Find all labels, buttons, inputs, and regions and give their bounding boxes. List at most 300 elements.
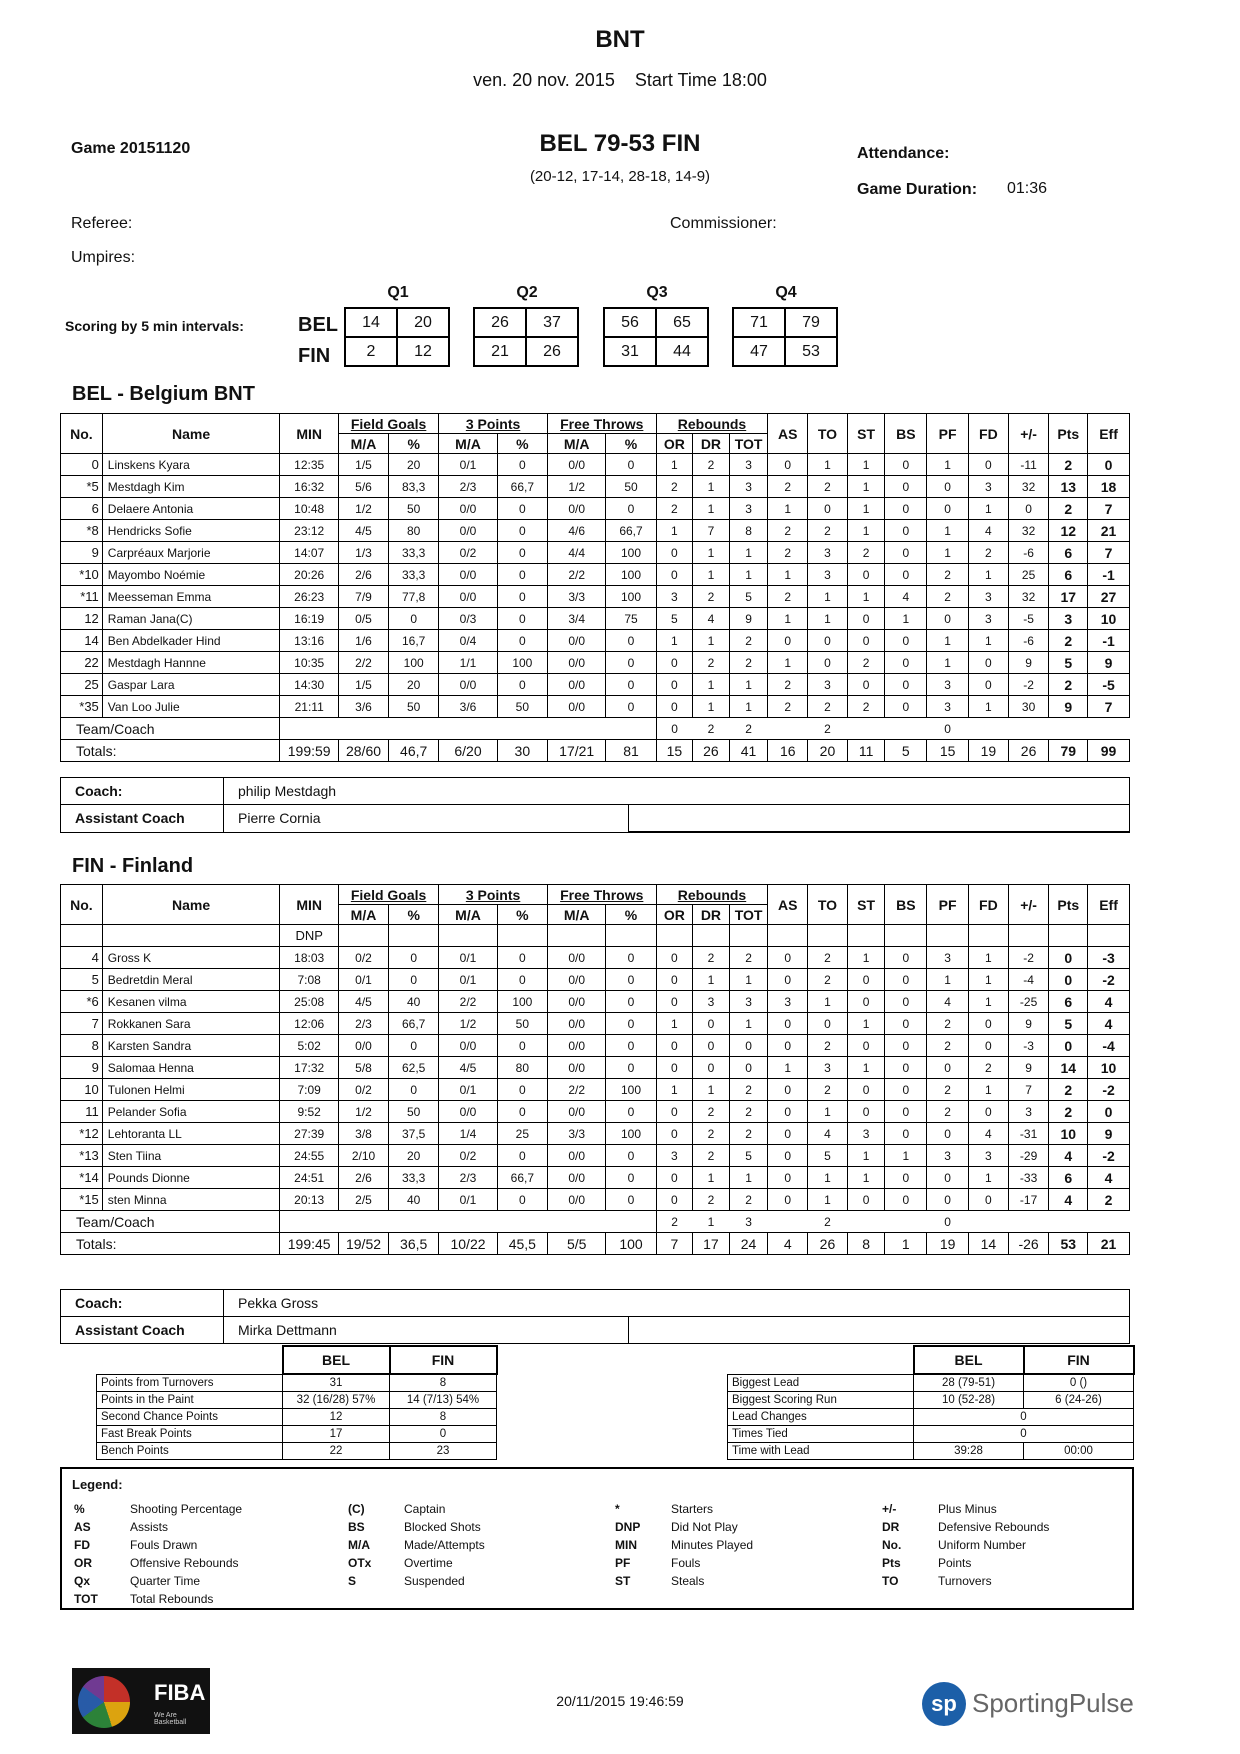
stat-cell: -5: [1088, 674, 1130, 696]
stat-cell: 2: [927, 1035, 969, 1057]
stat-cell: 0/0: [547, 1145, 606, 1167]
bel-coach-table: [60, 777, 1130, 833]
player-row: [61, 969, 1130, 991]
col-subheader: %: [606, 434, 656, 454]
stat-cell: 0: [606, 947, 656, 969]
player-name: Lehtoranta LL: [102, 1123, 280, 1145]
stat-cell: [885, 1211, 927, 1233]
team-stat-value: 31: [283, 1374, 390, 1392]
stat-cell: 0: [693, 1057, 730, 1079]
stat-cell: 1/1: [439, 652, 498, 674]
stat-cell: 0/0: [547, 630, 606, 652]
stat-cell: 0: [606, 1057, 656, 1079]
player-name: Meesseman Emma: [102, 586, 280, 608]
player-row: [61, 1057, 1130, 1079]
stat-cell: 27: [1088, 586, 1130, 608]
stat-cell: 0: [969, 652, 1009, 674]
stat-cell: 0/0: [547, 454, 606, 476]
stat-cell: 9: [1049, 696, 1088, 718]
legend-abbr: BS: [348, 1520, 365, 1534]
player-row: [61, 674, 1130, 696]
col-pf: PF: [927, 885, 969, 925]
interval-row: [733, 308, 837, 337]
legend-desc: Fouls: [671, 1556, 701, 1570]
stat-cell: -1: [1088, 630, 1130, 652]
stat-cell: 3: [1008, 1101, 1049, 1123]
stat-cell: 20:13: [280, 1189, 339, 1211]
col-no: No.: [61, 885, 103, 925]
sp-mark-icon: sp: [922, 1682, 966, 1726]
stat-cell: 0: [606, 1013, 656, 1035]
stat-cell: 4: [1088, 991, 1130, 1013]
team-stat-value: 0: [914, 1409, 1134, 1426]
stat-cell: 1: [729, 696, 768, 718]
stat-cell: 0: [768, 630, 808, 652]
stat-cell: -4: [1088, 1035, 1130, 1057]
stat-cell: 40: [389, 991, 439, 1013]
col-name: Name: [102, 885, 280, 925]
stat-cell: 0: [927, 498, 969, 520]
stat-cell: 80: [497, 1057, 547, 1079]
fin-box-score: [60, 884, 1130, 1255]
stat-cell: 1: [768, 498, 808, 520]
stat-cell: 50: [497, 1013, 547, 1035]
stat-cell: 50: [389, 498, 439, 520]
stat-cell: 5: [729, 586, 768, 608]
stat-cell: 0/5: [338, 608, 388, 630]
player-name: Raman Jana(C): [102, 608, 280, 630]
total-cell: 26: [693, 740, 730, 762]
stat-cell: 0: [885, 564, 927, 586]
stat-cell: 2: [693, 1145, 730, 1167]
col-subheader: %: [389, 434, 439, 454]
player-number: *12: [61, 1123, 103, 1145]
legend-abbr: TO: [882, 1574, 899, 1588]
stat-cell: 0: [389, 969, 439, 991]
stat-cell: 3/4: [547, 608, 606, 630]
stat-cell: 66,7: [389, 1013, 439, 1035]
stat-cell: 0/0: [439, 564, 498, 586]
stat-cell: 25: [497, 1123, 547, 1145]
legend-abbr: Pts: [882, 1556, 901, 1570]
stat-cell: 0: [606, 1101, 656, 1123]
stat-cell: 1: [656, 520, 693, 542]
stat-cell: 1: [693, 542, 730, 564]
stat-cell: 0: [885, 1167, 927, 1189]
stat-cell: 33,3: [389, 1167, 439, 1189]
total-cell: 11: [847, 740, 885, 762]
col-subheader: DR: [693, 905, 730, 925]
interval-score: 2: [345, 337, 397, 366]
stat-cell: -33: [1008, 1167, 1049, 1189]
stat-cell: 1: [808, 991, 848, 1013]
cell: [768, 925, 808, 947]
total-cell: 30: [497, 740, 547, 762]
stat-cell: 0: [497, 630, 547, 652]
stat-cell: 0: [656, 696, 693, 718]
stat-cell: 2: [1049, 1079, 1088, 1101]
team-stat-value: 8: [390, 1374, 497, 1392]
stat-cell: 2/5: [338, 1189, 388, 1211]
player-row: [61, 1145, 1130, 1167]
game-id: Game 20151120: [71, 140, 191, 157]
col-subheader: DR: [693, 434, 730, 454]
stat-cell: 37,5: [389, 1123, 439, 1145]
stat-cell: 0/2: [338, 947, 388, 969]
stat-cell: -11: [1008, 454, 1049, 476]
legend-desc: Plus Minus: [938, 1502, 997, 1516]
player-number: 12: [61, 608, 103, 630]
player-name: Gaspar Lara: [102, 674, 280, 696]
player-number: 0: [61, 454, 103, 476]
col-subheader: %: [389, 905, 439, 925]
stat-cell: 20: [389, 454, 439, 476]
player-row: [61, 991, 1130, 1013]
col-st: ST: [847, 414, 885, 454]
stat-cell: -6: [1008, 542, 1049, 564]
stat-cell: 1: [927, 520, 969, 542]
totals-label: Totals:: [61, 740, 280, 762]
team-stat-row: [728, 1374, 1134, 1392]
player-row: [61, 476, 1130, 498]
player-number: 8: [61, 1035, 103, 1057]
player-name: Gross K: [102, 947, 280, 969]
player-number: 11: [61, 1101, 103, 1123]
stat-cell: -25: [1008, 991, 1049, 1013]
stat-cell: 14: [1049, 1057, 1088, 1079]
quarter-interval-box: [344, 307, 450, 367]
stat-cell: 0: [885, 1189, 927, 1211]
legend-abbr: +/-: [882, 1502, 897, 1516]
stat-cell: 0: [389, 608, 439, 630]
interval-row: [345, 308, 449, 337]
stat-cell: 1: [729, 542, 768, 564]
player-number: 4: [61, 947, 103, 969]
stat-cell: 9: [1008, 1057, 1049, 1079]
stat-cell: 0: [969, 454, 1009, 476]
stat-cell: 9: [1008, 652, 1049, 674]
stat-cell: 0/0: [547, 674, 606, 696]
stat-cell: 0/0: [439, 674, 498, 696]
stat-cell: 0: [656, 674, 693, 696]
stat-cell: 2: [656, 476, 693, 498]
team-stat-value: 10 (52-28): [914, 1392, 1024, 1409]
intervals-team-a: BEL: [298, 314, 338, 336]
stat-cell: 23:12: [280, 520, 339, 542]
total-cell: 10/22: [439, 1233, 498, 1255]
stat-cell: 83,3: [389, 476, 439, 498]
stat-cell: 2/2: [338, 652, 388, 674]
player-row: [61, 1079, 1130, 1101]
col-pts: Pts: [1049, 414, 1088, 454]
player-name: Mayombo Noémie: [102, 564, 280, 586]
stat-cell: 2: [808, 520, 848, 542]
col-field-goals: Field Goals: [338, 885, 438, 905]
stat-cell: 0: [969, 1035, 1009, 1057]
col-subheader: TOT: [729, 905, 768, 925]
stat-cell: 24:51: [280, 1167, 339, 1189]
stat-cell: 5: [656, 608, 693, 630]
stat-cell: 1: [808, 1189, 848, 1211]
stat-cell: 1/6: [338, 630, 388, 652]
stat-cell: 0: [606, 1189, 656, 1211]
stat-cell: 2: [729, 1189, 768, 1211]
stat-cell: 0: [1049, 1035, 1088, 1057]
blank-header: [97, 1346, 283, 1374]
stat-cell: 1/4: [439, 1123, 498, 1145]
stat-cell: 1/2: [338, 498, 388, 520]
player-row: [61, 498, 1130, 520]
stat-cell: 66,7: [497, 1167, 547, 1189]
stat-cell: 75: [606, 608, 656, 630]
legend-desc: Minutes Played: [671, 1538, 754, 1552]
cell: [1008, 925, 1049, 947]
legend-desc: Quarter Time: [130, 1574, 201, 1588]
col-free-throws: Free Throws: [547, 885, 656, 905]
total-cell: 17: [693, 1233, 730, 1255]
cell: [729, 925, 768, 947]
bel-box-score: [60, 413, 1130, 762]
game-dateline: ven. 20 nov. 2015 Start Time 18:00: [473, 70, 767, 90]
stat-cell: 2: [1049, 1101, 1088, 1123]
player-name: Van Loo Julie: [102, 696, 280, 718]
stat-cell: 1: [885, 1145, 927, 1167]
stat-cell: [969, 1211, 1009, 1233]
legend: [60, 1467, 1134, 1610]
team-stat-row: [728, 1426, 1134, 1443]
stat-cell: 4/5: [338, 991, 388, 1013]
stat-cell: 0: [497, 564, 547, 586]
stat-cell: 1/2: [338, 1101, 388, 1123]
col-subheader: M/A: [547, 434, 606, 454]
intervals-team-b: FIN: [298, 345, 331, 367]
col-to: TO: [808, 414, 848, 454]
stat-cell: 32: [1008, 476, 1049, 498]
cell: [280, 1211, 656, 1233]
cell: [927, 925, 969, 947]
duration-value: 01:36: [1007, 180, 1048, 197]
stat-cell: 1: [768, 652, 808, 674]
stat-cell: 2: [693, 586, 730, 608]
stat-cell: 2: [927, 1013, 969, 1035]
stat-cell: 0: [927, 1211, 969, 1233]
stat-cell: 0: [927, 1057, 969, 1079]
stat-cell: 0/0: [547, 1167, 606, 1189]
interval-row: [733, 337, 837, 366]
stat-cell: 0: [693, 1013, 730, 1035]
total-cell: 24: [729, 1233, 768, 1255]
team-stat-label: Time with Lead: [728, 1443, 914, 1460]
team-stat-value: 22: [283, 1443, 390, 1460]
stat-cell: 2: [693, 652, 730, 674]
stat-cell: 1: [656, 1013, 693, 1035]
player-row: [61, 1123, 1130, 1145]
stat-cell: 1: [768, 608, 808, 630]
legend-abbr: Qx: [74, 1574, 91, 1588]
stat-cell: 2: [808, 696, 848, 718]
sportingpulse-logo: [922, 1680, 1134, 1730]
stat-cell: 6: [1049, 564, 1088, 586]
stat-cell: -2: [1088, 1079, 1130, 1101]
stat-cell: 1: [808, 454, 848, 476]
stat-cell: 4: [1088, 1013, 1130, 1035]
stat-cell: 100: [606, 1079, 656, 1101]
stat-cell: 0: [606, 630, 656, 652]
stat-cell: 7: [1088, 542, 1130, 564]
team-coach-label: Team/Coach: [61, 1211, 280, 1233]
stat-cell: 0: [847, 1079, 885, 1101]
stat-cell: 4: [969, 520, 1009, 542]
total-cell: 19: [969, 740, 1009, 762]
total-cell: 99: [1088, 740, 1130, 762]
stat-cell: 1: [847, 947, 885, 969]
stat-cell: 80: [389, 520, 439, 542]
col-fd: FD: [969, 414, 1009, 454]
player-row: [61, 696, 1130, 718]
interval-score: 65: [656, 308, 708, 337]
interval-score: 31: [604, 337, 656, 366]
stat-cell: 33,3: [389, 542, 439, 564]
stat-cell: 0: [497, 947, 547, 969]
stat-cell: 0: [497, 1145, 547, 1167]
col-subheader: %: [497, 905, 547, 925]
quarter-interval-box: [473, 307, 579, 367]
interval-score: 21: [474, 337, 526, 366]
stat-cell: 0: [497, 674, 547, 696]
team-coach-label: Team/Coach: [61, 718, 280, 740]
stat-cell: 2: [729, 1079, 768, 1101]
stat-cell: 0: [497, 1035, 547, 1057]
stat-cell: 0: [847, 1035, 885, 1057]
stat-cell: 2/6: [338, 1167, 388, 1189]
team-stat-value: 28 (79-51): [914, 1374, 1024, 1392]
stat-cell: 0/0: [547, 1101, 606, 1123]
stat-cell: 0: [656, 969, 693, 991]
stat-cell: 2: [693, 1101, 730, 1123]
stat-cell: 0: [656, 564, 693, 586]
stat-cell: 0: [808, 498, 848, 520]
col-bs: BS: [885, 885, 927, 925]
stat-cell: 14:30: [280, 674, 339, 696]
stat-cell: 0: [497, 1189, 547, 1211]
col-subheader: OR: [656, 905, 693, 925]
cell: [885, 925, 927, 947]
stat-cell: 9: [1088, 652, 1130, 674]
stat-cell: [768, 1211, 808, 1233]
cell: [693, 925, 730, 947]
legend-desc: Points: [938, 1556, 972, 1570]
stat-cell: 2/3: [338, 1013, 388, 1035]
stat-cell: 0/0: [547, 969, 606, 991]
stat-cell: 0: [497, 586, 547, 608]
interval-score: 56: [604, 308, 656, 337]
asst-coach-label: Assistant Coach: [61, 805, 224, 833]
total-cell: 15: [927, 740, 969, 762]
team-stat-value: 39:28: [914, 1443, 1024, 1460]
stat-cell: 0: [885, 1013, 927, 1035]
col-min: MIN: [280, 414, 339, 454]
stat-cell: 1: [927, 542, 969, 564]
player-number: *35: [61, 696, 103, 718]
stat-cell: 0: [768, 454, 808, 476]
cell: [61, 925, 103, 947]
stat-cell: [1088, 1211, 1130, 1233]
stat-cell: 2: [656, 1211, 693, 1233]
legend-desc: Suspended: [404, 1574, 465, 1588]
stat-cell: 12:35: [280, 454, 339, 476]
total-cell: 6/20: [439, 740, 498, 762]
legend-abbr: (C): [348, 1502, 365, 1516]
stat-cell: 0: [927, 1167, 969, 1189]
stat-cell: 0: [847, 564, 885, 586]
col-subheader: M/A: [439, 905, 498, 925]
stat-cell: 4: [693, 608, 730, 630]
stat-cell: 0: [656, 1057, 693, 1079]
stat-cell: -2: [1008, 674, 1049, 696]
stat-cell: 1/2: [439, 1013, 498, 1035]
stat-cell: 2/6: [338, 564, 388, 586]
team-stat-value: 0: [914, 1426, 1134, 1443]
stat-cell: 3: [808, 1057, 848, 1079]
stat-cell: 0: [497, 542, 547, 564]
stat-cell: 0: [606, 498, 656, 520]
stat-cell: 1: [969, 564, 1009, 586]
stat-cell: 0: [656, 1123, 693, 1145]
total-cell: 4: [768, 1233, 808, 1255]
stat-cell: 1: [847, 476, 885, 498]
cell: [1049, 925, 1088, 947]
stat-cell: 0: [768, 1013, 808, 1035]
stat-cell: 0: [768, 1189, 808, 1211]
stat-cell: -2: [1088, 969, 1130, 991]
stat-cell: 12:06: [280, 1013, 339, 1035]
player-row: [61, 564, 1130, 586]
team-stat-label: Fast Break Points: [97, 1426, 283, 1443]
stat-cell: -6: [1008, 630, 1049, 652]
stat-cell: 0: [885, 1057, 927, 1079]
stat-cell: [1088, 718, 1130, 740]
stat-cell: 0: [885, 630, 927, 652]
stat-cell: 2: [768, 520, 808, 542]
player-name: Pelander Sofia: [102, 1101, 280, 1123]
legend-abbr: ST: [615, 1574, 631, 1588]
stat-cell: 0: [847, 969, 885, 991]
stat-cell: [1049, 718, 1088, 740]
legend-desc: Blocked Shots: [404, 1520, 481, 1534]
stat-cell: -1: [1088, 564, 1130, 586]
stat-cell: 14:07: [280, 542, 339, 564]
stat-cell: 4: [969, 1123, 1009, 1145]
stat-cell: 0/0: [439, 498, 498, 520]
stat-cell: 0: [1049, 969, 1088, 991]
team-stat-row: [97, 1374, 497, 1392]
stat-cell: 20:26: [280, 564, 339, 586]
stat-cell: 0: [606, 969, 656, 991]
team-stats-left: [96, 1345, 498, 1460]
stat-cell: -17: [1008, 1189, 1049, 1211]
interval-score: 79: [785, 308, 837, 337]
interval-score: 44: [656, 337, 708, 366]
coach-label: Coach:: [61, 778, 224, 805]
stat-cell: 16:19: [280, 608, 339, 630]
stat-cell: 1: [927, 969, 969, 991]
team-stat-row: [728, 1443, 1134, 1460]
player-number: 14: [61, 630, 103, 652]
team-stat-value: 00:00: [1024, 1443, 1134, 1460]
interval-row: [474, 308, 578, 337]
stat-cell: 3: [927, 1145, 969, 1167]
stat-cell: 1: [808, 586, 848, 608]
